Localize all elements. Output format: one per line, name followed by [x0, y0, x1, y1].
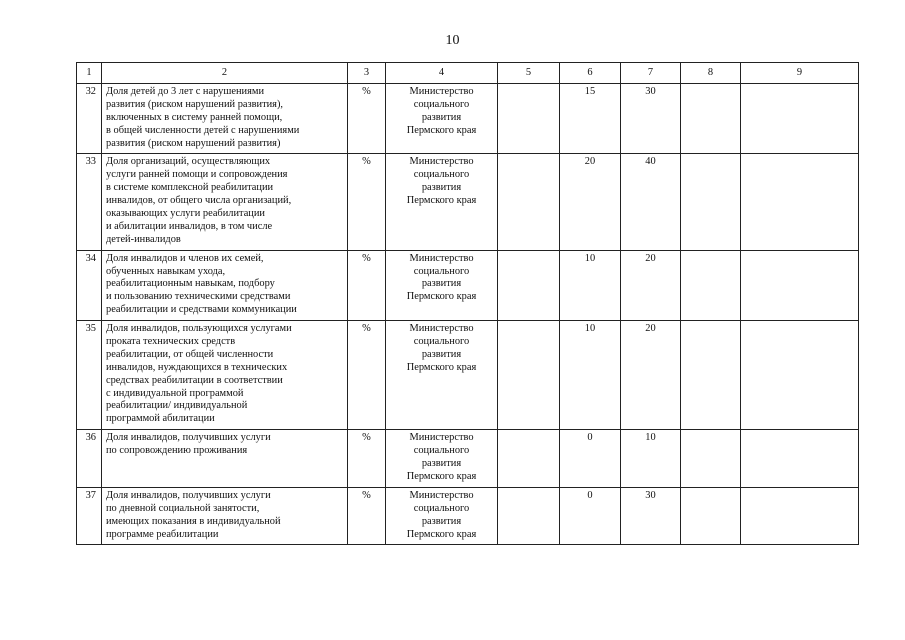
unit-cell: % — [348, 430, 386, 488]
row-number-cell: 33 — [77, 154, 102, 250]
indicator-name-line: с индивидуальной программой — [106, 387, 244, 399]
indicator-name-line: и пользованию техническими средствами — [106, 291, 291, 303]
indicator-name-line: услуги ранней помощи и сопровождения — [106, 169, 288, 181]
indicator-name-cell — [102, 321, 348, 430]
responsible-line: развития — [421, 278, 462, 290]
indicator-name-line: программе реабилитации — [106, 528, 219, 540]
col5-cell — [498, 84, 560, 154]
responsible-line: Министерство — [409, 432, 474, 444]
col8-cell — [681, 487, 741, 545]
indicator-name-line: Доля инвалидов и членов их семей, — [106, 252, 264, 264]
row-number-cell: 32 — [77, 84, 102, 154]
responsible-line: Пермского края — [406, 291, 477, 303]
indicator-name-line: в системе комплексной реабилитации — [106, 182, 274, 194]
responsible-line: Пермского края — [406, 124, 477, 136]
indicator-name-cell — [102, 430, 348, 488]
unit-cell: % — [348, 84, 386, 154]
header-cell: 3 — [348, 63, 386, 84]
col9-cell — [741, 487, 859, 545]
unit-cell: % — [348, 321, 386, 430]
responsible-line: социального — [413, 445, 470, 457]
indicator-name-line: включенных в систему ранней помощи, — [106, 111, 283, 123]
indicator-name-line: инвалидов, нуждающихся в технических — [106, 361, 288, 373]
table-row — [77, 84, 859, 154]
col7-value-cell: 20 — [621, 321, 681, 430]
indicator-name-line: развития (риском нарушений развития), — [106, 98, 284, 110]
indicator-name-line: развития (риском нарушений развития) — [106, 137, 281, 149]
indicator-name-line: Доля инвалидов, пользующихся услугами — [106, 323, 292, 335]
responsible-line: развития — [421, 182, 462, 194]
responsible-cell — [386, 84, 498, 154]
header-cell: 2 — [102, 63, 348, 84]
responsible-line: Министерство — [409, 323, 474, 335]
responsible-line: социального — [413, 336, 470, 348]
indicator-name-line: инвалидов, от общего числа организаций, — [106, 195, 292, 207]
unit-cell: % — [348, 250, 386, 320]
indicator-name-line: реабилитации, от общей численности — [106, 348, 274, 360]
col6-value-cell: 10 — [560, 321, 621, 430]
col8-cell — [681, 321, 741, 430]
page-number: 10 — [445, 33, 460, 48]
indicator-name-line: реабилитации/ индивидуальной — [106, 400, 248, 412]
responsible-line: социального — [413, 169, 470, 181]
responsible-cell — [386, 250, 498, 320]
indicator-name-line: Доля инвалидов, получивших услуги — [106, 432, 271, 444]
responsible-line: Пермского края — [406, 195, 477, 207]
indicator-name-line: в общей численности детей с нарушениями — [106, 124, 300, 136]
responsible-line: развития — [421, 348, 462, 360]
header-cell: 4 — [386, 63, 498, 84]
table-header-row — [77, 63, 859, 84]
indicator-name-line: средствах реабилитации в соответствии — [106, 374, 283, 386]
table-row — [77, 487, 859, 545]
indicator-name-line: реабилитационным навыкам, подбору — [106, 278, 275, 290]
responsible-cell — [386, 487, 498, 545]
col5-cell — [498, 430, 560, 488]
indicator-name-line: детей-инвалидов — [106, 233, 181, 245]
col8-cell — [681, 430, 741, 488]
responsible-cell — [386, 321, 498, 430]
col5-cell — [498, 321, 560, 430]
indicator-name-line: оказывающих услуги реабилитации — [106, 208, 265, 220]
responsible-line: Пермского края — [406, 470, 477, 482]
indicator-name-line: Доля детей до 3 лет с нарушениями — [106, 86, 265, 97]
indicator-name-line: обученных навыкам ухода, — [106, 265, 226, 277]
col9-cell — [741, 430, 859, 488]
table-row — [77, 430, 859, 488]
indicator-name-line: по сопровождению проживания — [106, 445, 248, 457]
col9-cell — [741, 154, 859, 250]
indicator-name-line: реабилитации и средствами коммуникации — [106, 304, 297, 316]
col5-cell — [498, 154, 560, 250]
responsible-line: социального — [413, 265, 470, 277]
table-row — [77, 154, 859, 250]
indicator-name-cell — [102, 487, 348, 545]
col9-cell — [741, 84, 859, 154]
col6-value-cell: 10 — [560, 250, 621, 320]
col9-cell — [741, 250, 859, 320]
indicator-name-cell — [102, 250, 348, 320]
col7-value-cell: 30 — [621, 84, 681, 154]
responsible-line: Пермского края — [406, 528, 477, 540]
indicator-name-line: Доля организаций, осуществляющих — [106, 156, 271, 168]
responsible-cell — [386, 154, 498, 250]
indicator-name-line: и абилитации инвалидов, в том числе — [106, 220, 273, 232]
unit-cell: % — [348, 487, 386, 545]
responsible-line: Министерство — [409, 86, 474, 97]
responsible-line: Министерство — [409, 156, 474, 168]
responsible-line: развития — [421, 515, 462, 527]
responsible-line: Министерство — [409, 489, 474, 501]
indicator-name-line: по дневной социальной занятости, — [106, 502, 260, 514]
table-body — [77, 84, 859, 545]
indicator-name-line: проката технических средств — [106, 336, 236, 348]
indicators-table — [76, 62, 859, 545]
col8-cell — [681, 154, 741, 250]
indicator-name-line: Доля инвалидов, получивших услуги — [106, 489, 271, 501]
responsible-line: социального — [413, 502, 470, 514]
responsible-line: развития — [421, 111, 462, 123]
responsible-line: развития — [421, 458, 462, 470]
row-number-cell: 36 — [77, 430, 102, 488]
header-cell: 1 — [77, 63, 102, 84]
col7-value-cell: 30 — [621, 487, 681, 545]
col9-cell — [741, 321, 859, 430]
indicator-name-line: программой абилитации — [106, 413, 215, 425]
row-number-cell: 37 — [77, 487, 102, 545]
header-cell: 8 — [681, 63, 741, 84]
header-cell: 7 — [621, 63, 681, 84]
col8-cell — [681, 250, 741, 320]
col5-cell — [498, 250, 560, 320]
header-cell: 5 — [498, 63, 560, 84]
unit-cell: % — [348, 154, 386, 250]
col6-value-cell: 0 — [560, 487, 621, 545]
col7-value-cell: 20 — [621, 250, 681, 320]
table-row — [77, 250, 859, 320]
row-number-cell: 35 — [77, 321, 102, 430]
indicator-name-line: имеющих показания в индивидуальной — [106, 515, 281, 527]
indicator-name-cell — [102, 154, 348, 250]
col8-cell — [681, 84, 741, 154]
col6-value-cell: 0 — [560, 430, 621, 488]
col6-value-cell: 20 — [560, 154, 621, 250]
responsible-cell — [386, 430, 498, 488]
header-cell: 9 — [741, 63, 859, 84]
col6-value-cell: 15 — [560, 84, 621, 154]
header-cell: 6 — [560, 63, 621, 84]
responsible-line: социального — [413, 98, 470, 110]
responsible-line: Пермского края — [406, 361, 477, 373]
row-number-cell: 34 — [77, 250, 102, 320]
table-row — [77, 321, 859, 430]
col7-value-cell: 40 — [621, 154, 681, 250]
responsible-line: Министерство — [409, 252, 474, 264]
indicator-name-cell — [102, 84, 348, 154]
col7-value-cell: 10 — [621, 430, 681, 488]
col5-cell — [498, 487, 560, 545]
